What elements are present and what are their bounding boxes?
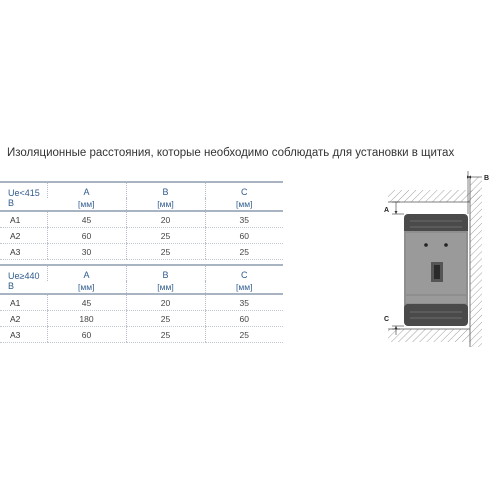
column-c-unit: [мм] xyxy=(205,281,283,294)
cell-b: 25 xyxy=(126,311,205,327)
cell-a: 45 xyxy=(47,211,126,228)
clearance-table-low-voltage xyxy=(0,181,283,260)
voltage-header: Ue≥440 В xyxy=(8,270,40,291)
cell-b: 25 xyxy=(126,327,205,343)
cell-c: 60 xyxy=(205,228,283,244)
column-c-unit: [мм] xyxy=(205,198,283,211)
dimension-a xyxy=(384,202,404,214)
column-a-header: A xyxy=(47,265,126,281)
cell-b: 20 xyxy=(126,294,205,311)
cell-a: 60 xyxy=(47,228,126,244)
cell-b: 20 xyxy=(126,211,205,228)
row-label: A2 xyxy=(0,228,47,244)
column-b-unit: [мм] xyxy=(126,198,205,211)
cell-a: 180 xyxy=(47,311,126,327)
table-row xyxy=(0,228,283,244)
row-label: A3 xyxy=(0,244,47,260)
clearance-diagram xyxy=(370,165,495,350)
table-row xyxy=(0,327,283,343)
clearance-table-high-voltage xyxy=(0,264,283,343)
voltage-header: Ue<415 В xyxy=(8,187,40,208)
page-title: Изоляционные расстояния, которые необходимо соблюдать для установки в щитах xyxy=(7,147,455,159)
row-label: A3 xyxy=(0,327,47,343)
column-b-header: B xyxy=(126,265,205,281)
cell-b: 25 xyxy=(126,228,205,244)
cell-a: 60 xyxy=(47,327,126,343)
column-a-unit: [мм] xyxy=(78,282,95,292)
dimension-b-label: B xyxy=(484,175,490,182)
column-c-header: C xyxy=(205,265,283,281)
row-label: A1 xyxy=(0,294,47,311)
row-label: A2 xyxy=(0,311,47,327)
cell-c: 25 xyxy=(205,244,283,260)
cell-b: 25 xyxy=(126,244,205,260)
table-row xyxy=(0,244,283,260)
table-row xyxy=(0,294,283,311)
column-b-unit: [мм] xyxy=(126,281,205,294)
dimension-c-label: C xyxy=(384,316,390,323)
circuit-breaker xyxy=(404,214,468,326)
cell-a: 30 xyxy=(47,244,126,260)
column-a-header: A xyxy=(47,182,126,198)
cell-c: 35 xyxy=(205,294,283,311)
cell-c: 25 xyxy=(205,327,283,343)
cell-c: 35 xyxy=(205,211,283,228)
column-a-unit: [мм] xyxy=(78,199,95,209)
column-b-header: B xyxy=(126,182,205,198)
table-row xyxy=(0,311,283,327)
column-c-header: C xyxy=(205,182,283,198)
cell-c: 60 xyxy=(205,311,283,327)
cell-a: 45 xyxy=(47,294,126,311)
dimension-a-label: A xyxy=(384,207,390,214)
row-label: A1 xyxy=(0,211,47,228)
table-row xyxy=(0,211,283,228)
